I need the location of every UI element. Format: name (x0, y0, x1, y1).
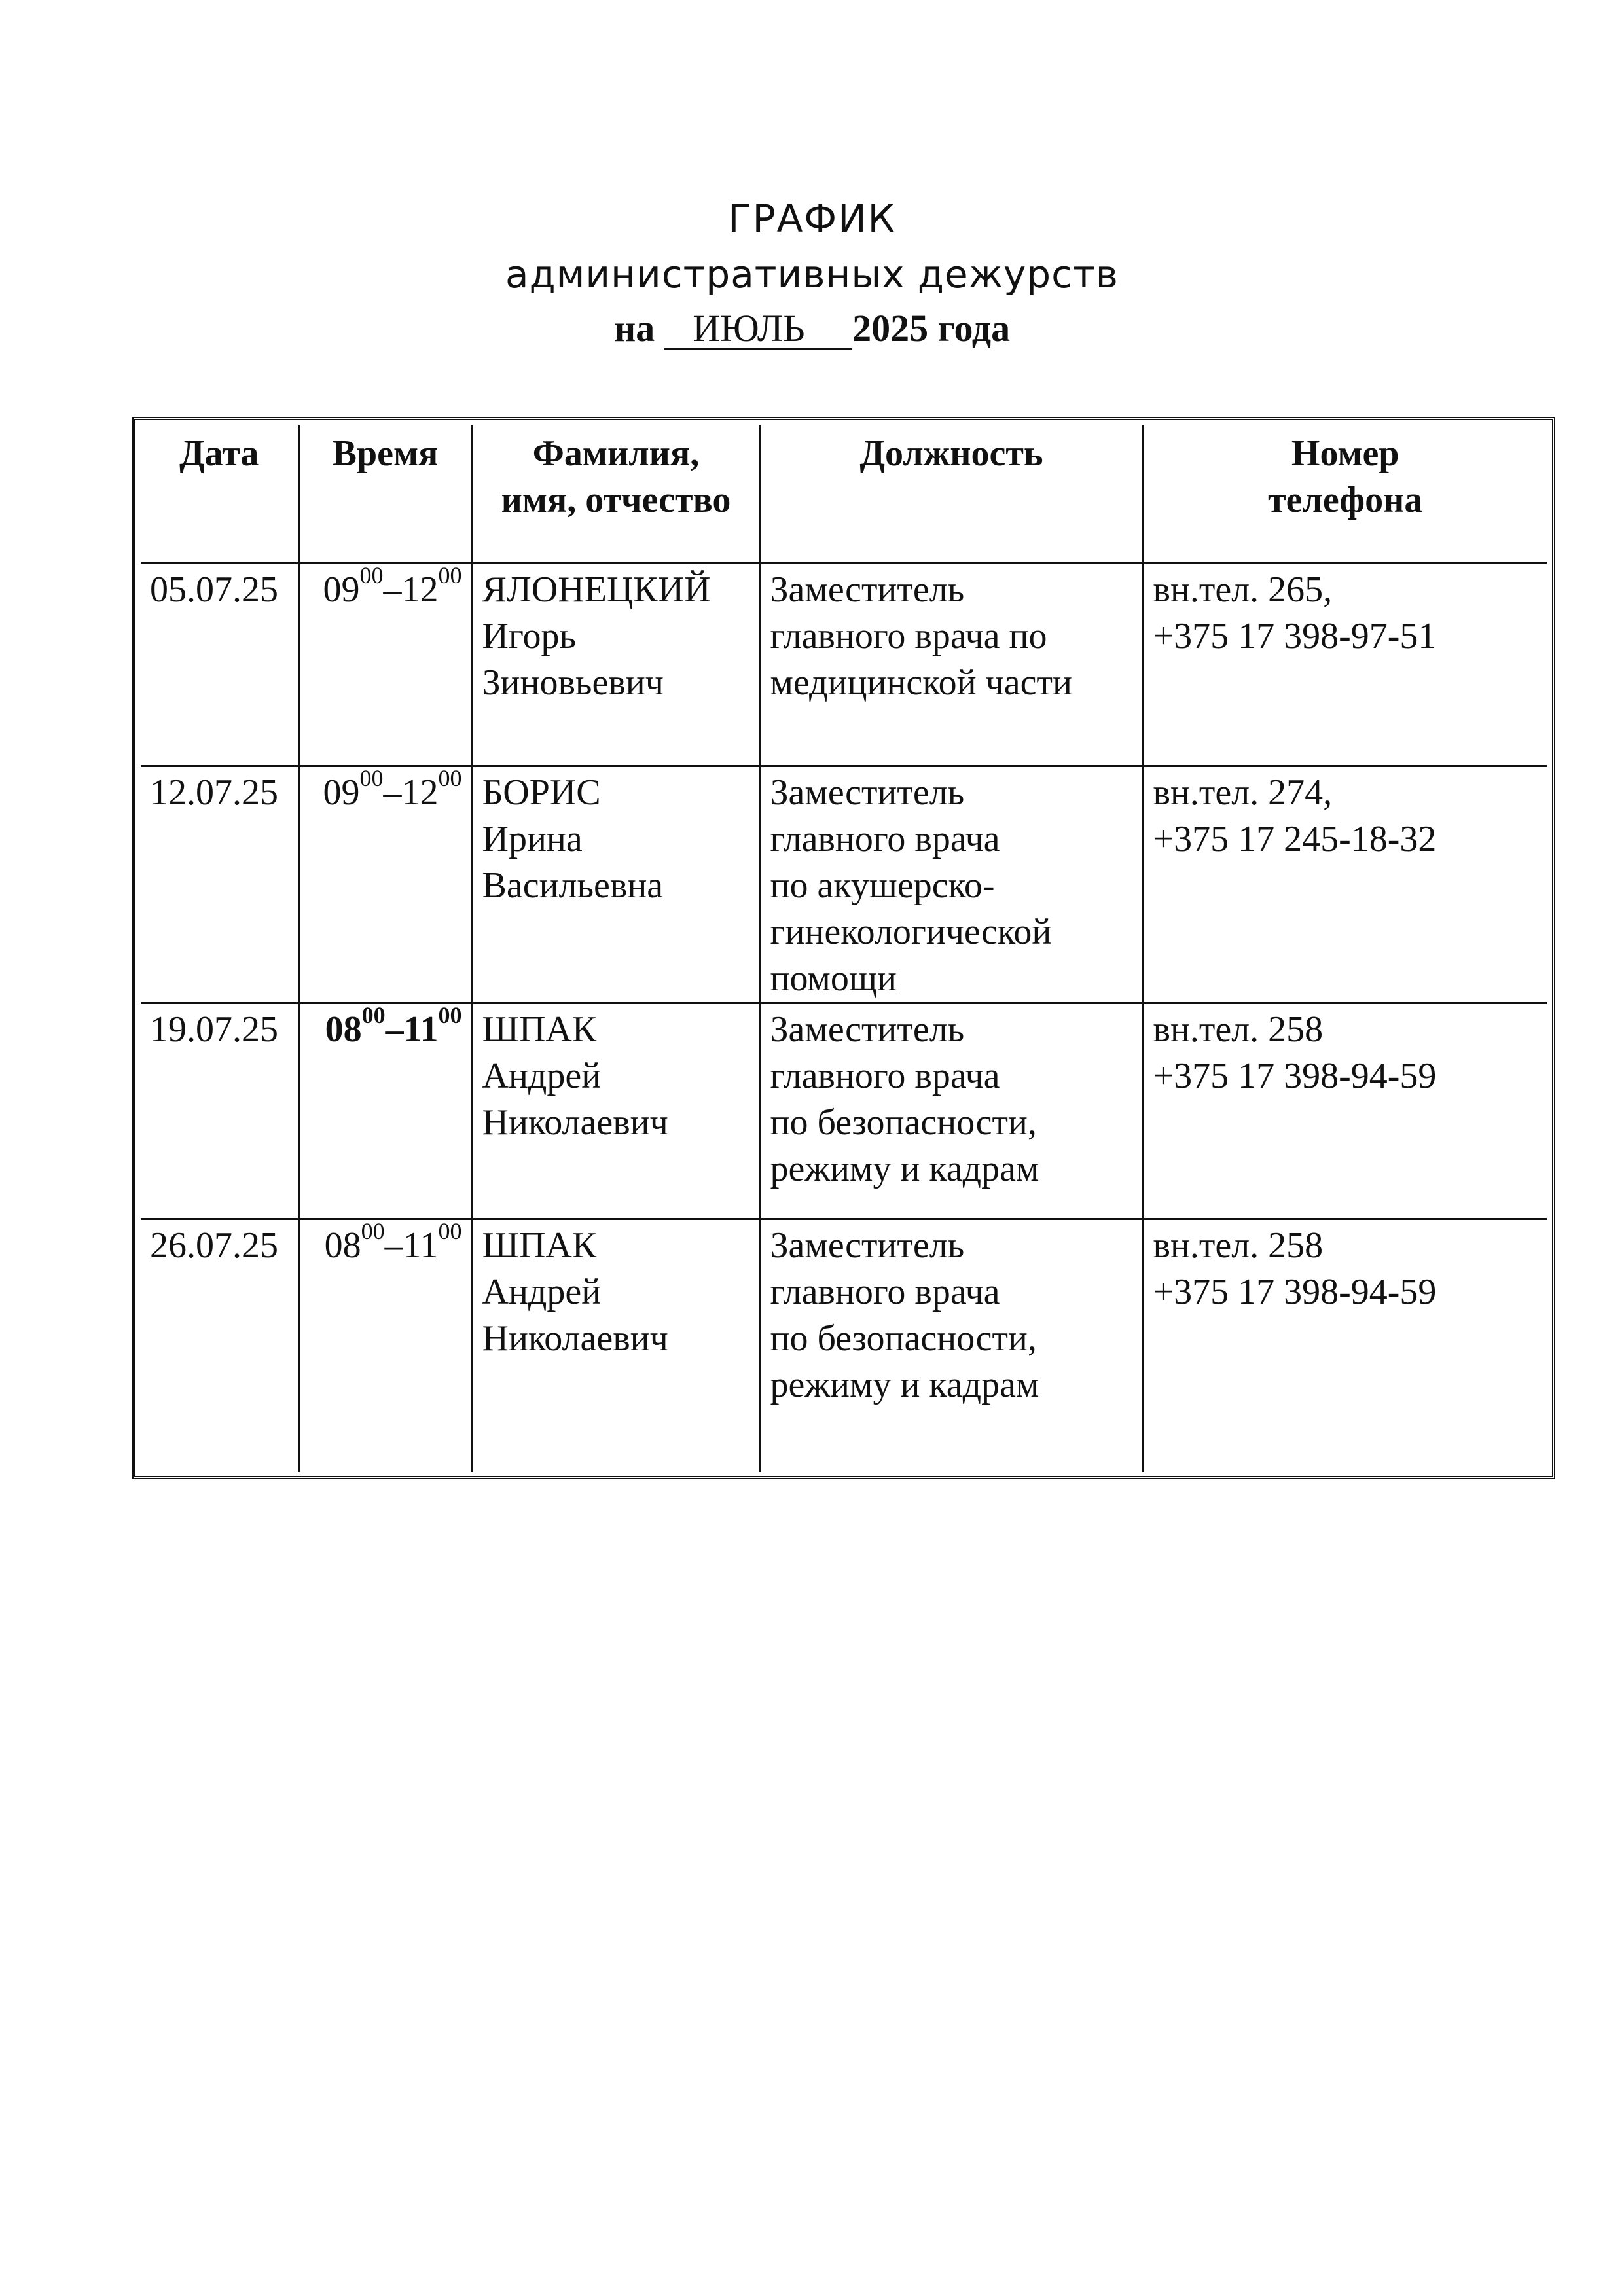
name-line: Зиновьевич (482, 662, 664, 703)
time-end-minutes: 00 (438, 562, 462, 588)
time-start-hour: 09 (323, 569, 360, 610)
time-end-hour: 11 (403, 1225, 439, 1266)
position-line: Заместитель (770, 1009, 965, 1050)
phone-line: вн.тел. 274, (1153, 772, 1333, 813)
cell-phone (1143, 766, 1547, 1003)
time-end-hour: 11 (403, 1009, 439, 1050)
duty-schedule-table (141, 425, 1547, 1472)
cell-date: 26.07.25 (141, 1219, 298, 1472)
cell-time (298, 1219, 472, 1472)
phone-line: +375 17 398-94-59 (1153, 1271, 1437, 1312)
position-line: Заместитель (770, 569, 965, 610)
time-dash: – (385, 1009, 404, 1050)
column-header-position (760, 425, 1143, 563)
time-start-minutes: 00 (361, 1217, 385, 1244)
position-line: главного врача (770, 1055, 1000, 1096)
table-row (141, 563, 1547, 766)
table-body (141, 563, 1547, 1472)
name-line: Николаевич (482, 1318, 668, 1359)
phone-line: вн.тел. 258 (1153, 1009, 1324, 1050)
position-line: режиму и кадрам (770, 1364, 1039, 1405)
name-line: Николаевич (482, 1102, 668, 1143)
time-dash: – (383, 569, 402, 610)
time-end-hour: 12 (401, 569, 439, 610)
column-header-position-line: Должность (859, 433, 1043, 474)
cell-phone (1143, 563, 1547, 766)
column-header-date-line: Дата (179, 433, 259, 474)
cell-position (760, 1219, 1143, 1472)
column-header-time-line: Время (332, 433, 439, 474)
cell-name (472, 766, 760, 1003)
column-header-name-line: имя, отчество (501, 480, 731, 520)
time-end-hour: 12 (401, 772, 439, 813)
position-line: главного врача (770, 1271, 1000, 1312)
column-header-phone (1143, 425, 1547, 563)
position-line: Заместитель (770, 1225, 965, 1266)
cell-name (472, 563, 760, 766)
column-header-name-line: Фамилия, (532, 433, 700, 474)
period-prefix: на (613, 307, 655, 350)
cell-date: 12.07.25 (141, 766, 298, 1003)
name-line: Игорь (482, 615, 577, 656)
position-line: главного врача (770, 818, 1000, 859)
cell-date: 05.07.25 (141, 563, 298, 766)
name-line: ШПАК (482, 1009, 597, 1050)
position-line: по акушерско- (770, 865, 995, 906)
table-header-row (141, 425, 1547, 563)
duty-schedule-table-frame (132, 417, 1555, 1479)
time-dash: – (383, 772, 402, 813)
phone-line: +375 17 398-97-51 (1153, 615, 1437, 656)
table-row (141, 766, 1547, 1003)
column-header-date (141, 425, 298, 563)
position-line: по безопасности, (770, 1102, 1037, 1143)
column-header-time (298, 425, 472, 563)
cell-position (760, 563, 1143, 766)
cell-phone (1143, 1219, 1547, 1472)
name-line: ШПАК (482, 1225, 597, 1266)
position-line: главного врача по (770, 615, 1047, 656)
time-end-minutes: 00 (438, 1217, 462, 1244)
cell-time (298, 1003, 472, 1219)
phone-line: вн.тел. 258 (1153, 1225, 1324, 1266)
cell-phone (1143, 1003, 1547, 1219)
time-start-minutes: 00 (359, 764, 384, 791)
name-line: БОРИС (482, 772, 601, 813)
time-start-hour: 08 (324, 1225, 361, 1266)
time-start-minutes: 00 (361, 1001, 386, 1028)
cell-name (472, 1219, 760, 1472)
period-year: 2025 года (852, 307, 1011, 350)
period-month: ИЮЛЬ (664, 307, 853, 350)
phone-line: вн.тел. 265, (1153, 569, 1333, 610)
table-row (141, 1219, 1547, 1472)
position-line: помощи (770, 958, 897, 999)
document-period (0, 306, 1624, 350)
column-header-phone-line: Номер (1291, 433, 1399, 474)
cell-date: 19.07.25 (141, 1003, 298, 1219)
column-header-name (472, 425, 760, 563)
column-header-phone-line: телефона (1268, 480, 1423, 520)
time-end-minutes: 00 (438, 764, 462, 791)
time-start-hour: 08 (325, 1009, 362, 1050)
document-subtitle: административных дежурств (505, 252, 1119, 296)
name-line: Ирина (482, 818, 583, 859)
position-line: по безопасности, (770, 1318, 1037, 1359)
cell-position (760, 1003, 1143, 1219)
phone-line: +375 17 398-94-59 (1153, 1055, 1437, 1096)
name-line: Андрей (482, 1055, 602, 1096)
cell-time (298, 563, 472, 766)
name-line: ЯЛОНЕЦКИЙ (482, 569, 711, 610)
position-line: медицинской части (770, 662, 1072, 703)
name-line: Андрей (482, 1271, 602, 1312)
cell-position (760, 766, 1143, 1003)
table-row (141, 1003, 1547, 1219)
time-dash: – (384, 1225, 403, 1266)
document-title: ГРАФИК (728, 196, 896, 241)
time-start-hour: 09 (323, 772, 360, 813)
position-line: гинекологической (770, 911, 1052, 952)
time-end-minutes: 00 (438, 1001, 462, 1028)
position-line: режиму и кадрам (770, 1148, 1039, 1189)
cell-name (472, 1003, 760, 1219)
phone-line: +375 17 245-18-32 (1153, 818, 1437, 859)
position-line: Заместитель (770, 772, 965, 813)
time-start-minutes: 00 (359, 562, 384, 588)
cell-time (298, 766, 472, 1003)
name-line: Васильевна (482, 865, 664, 906)
